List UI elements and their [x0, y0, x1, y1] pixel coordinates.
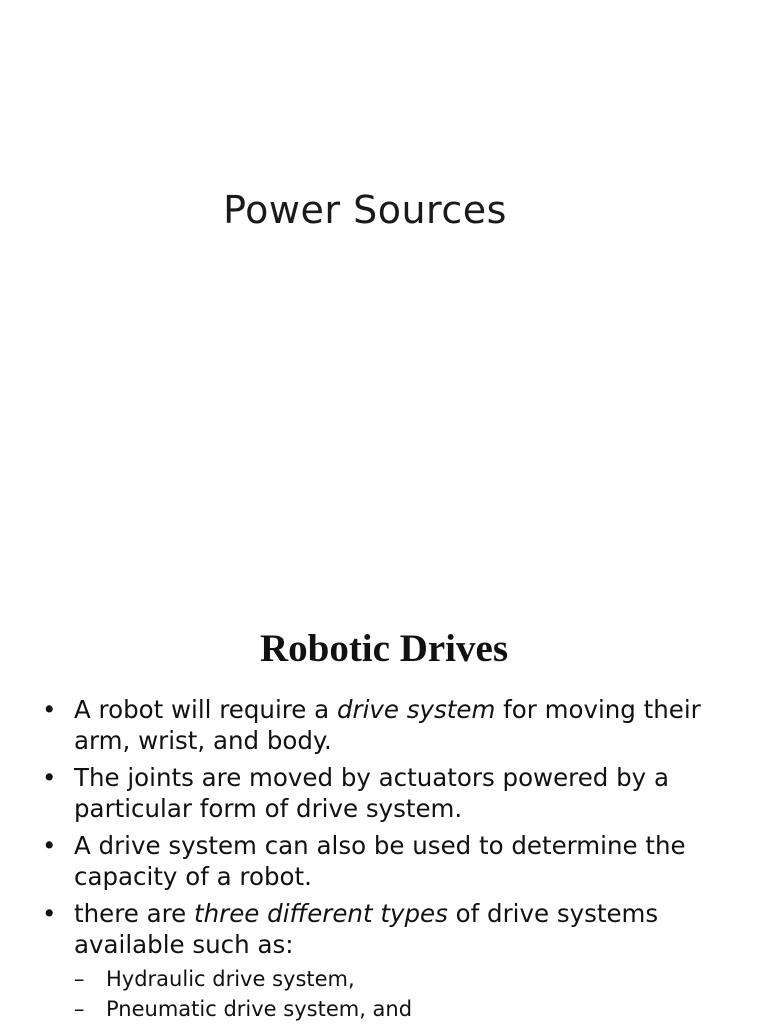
sub-bullet-item — [74, 994, 730, 1024]
sub-bullet-text: Hydraulic drive system, — [106, 967, 355, 991]
bullet-marker: • — [42, 831, 57, 860]
slide-title: Robotic Drives — [259, 627, 509, 670]
bullet-item — [40, 694, 730, 756]
bullet-item — [40, 830, 730, 892]
bullet-text: A drive system can also be used to determine the capacity of a robot. — [74, 831, 686, 891]
bullet-emphasis: three different types — [194, 899, 448, 928]
dash-marker: – — [74, 997, 85, 1021]
bullet-emphasis: drive system — [336, 695, 496, 724]
slide-robotic-drives — [0, 560, 768, 1024]
bullet-marker: • — [42, 899, 57, 928]
bullet-text-part: there are — [74, 899, 195, 928]
bullet-marker: • — [42, 763, 57, 792]
slide-title: Power Sources — [223, 188, 507, 232]
bullet-text-part: of drive systems available such as: — [74, 899, 659, 959]
bullet-item — [40, 898, 730, 1024]
sub-bullet-item — [74, 964, 730, 994]
bullet-text-part: A robot will require a — [74, 695, 337, 724]
bullet-text: The joints are moved by actuators powered by a particular form of drive system. — [74, 763, 669, 823]
dash-marker: – — [74, 967, 85, 991]
bullet-item — [40, 762, 730, 824]
sub-bullet-list — [74, 964, 730, 1024]
bullet-list — [40, 694, 730, 1030]
bullet-text-part: for moving their arm, wrist, and body. — [74, 695, 701, 755]
sub-bullet-text: Pneumatic drive system, and — [106, 997, 413, 1021]
bullet-marker: • — [42, 695, 57, 724]
